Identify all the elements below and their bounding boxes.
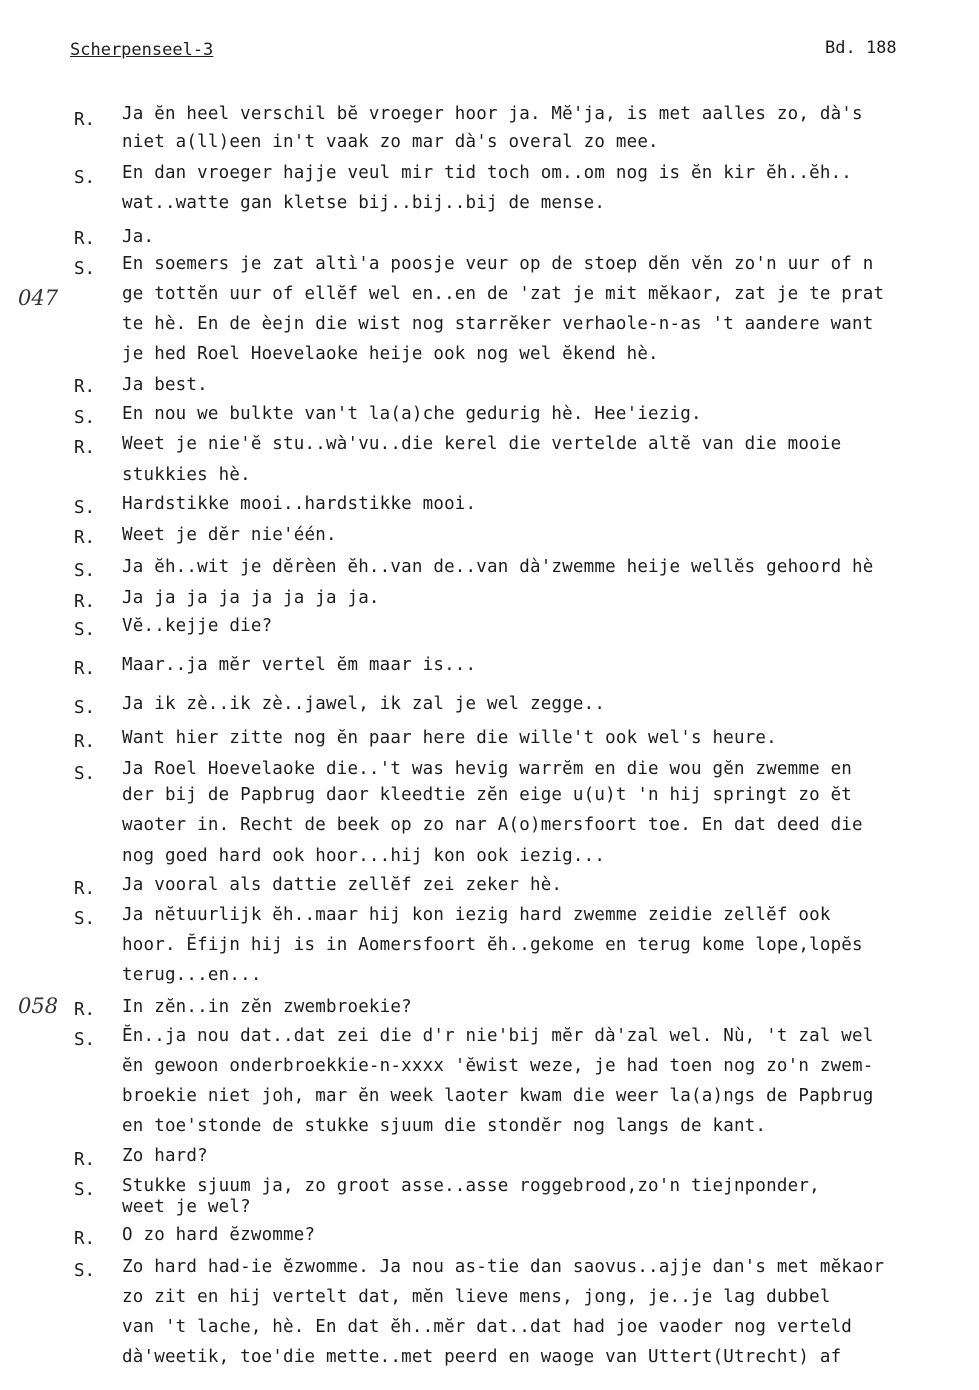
transcript-line: hoor. Ĕfijn hij is in Aomersfoort ĕh..gekome en terug kome lope,lopĕs xyxy=(122,935,863,955)
margin-note: 047 xyxy=(18,286,59,310)
margin-note: 058 xyxy=(18,994,59,1018)
speaker-label: R. xyxy=(74,1229,96,1249)
speaker-label: S. xyxy=(74,909,96,929)
speaker-label: S. xyxy=(74,698,96,718)
transcript-line: Vĕ..kejje die? xyxy=(122,616,273,636)
transcript-line: dà'weetik, toe'die mette..met peerd en waoge van Uttert(Utrecht) af xyxy=(122,1347,842,1367)
speaker-label: S. xyxy=(74,1261,96,1281)
transcript-line: zo zit en hij vertelt dat, mĕn lieve mens, jong, je..je lag dubbel xyxy=(122,1287,831,1307)
speaker-label: S. xyxy=(74,764,96,784)
speaker-label: R. xyxy=(74,438,96,458)
transcript-line: Ja vooral als dattie zellĕf zei zeker hè. xyxy=(122,875,563,895)
speaker-label: S. xyxy=(74,1030,96,1050)
speaker-label: R. xyxy=(74,377,96,397)
transcript-line: Hardstikke mooi..hardstikke mooi. xyxy=(122,494,477,514)
transcript-line: Ja. xyxy=(122,227,155,247)
transcript-line: terug...en... xyxy=(122,965,262,985)
transcript-line: waoter in. Recht de beek op zo nar A(o)mersfoort toe. En dat deed die xyxy=(122,815,863,835)
transcript-line: Ja nĕtuurlijk ĕh..maar hij kon iezig hard zwemme zeidie zellĕf ook xyxy=(122,905,831,925)
transcript-line: ge tottĕn uur of ellĕf wel en..en de 'zat je mit mĕkaor, zat je te prat xyxy=(122,284,885,304)
transcript-line: Weet je nie'ĕ stu..wà'vu..die kerel die vertelde altĕ van die mooie xyxy=(122,434,842,454)
transcript-line: En soemers je zat altì'a poosje veur op de stoep dĕn vĕn zo'n uur of n xyxy=(122,254,874,274)
transcript-line: En dan vroeger hajje veul mir tid toch om..om nog is ĕn kir ĕh..ĕh.. xyxy=(122,163,853,183)
speaker-label: R. xyxy=(74,528,96,548)
transcript-line: en toe'stonde de stukke sjuum die stondĕr nog langs de kant. xyxy=(122,1116,767,1136)
speaker-label: S. xyxy=(74,259,96,279)
transcript-line: In zĕn..in zĕn zwembroekie? xyxy=(122,997,412,1017)
speaker-label: R. xyxy=(74,879,96,899)
speaker-label: S. xyxy=(74,1180,96,1200)
transcript-line: je hed Roel Hoevelaoke heije ook nog wel ĕkend hè. xyxy=(122,344,659,364)
transcript-line: Ja best. xyxy=(122,375,208,395)
transcript-line: Ja ik zè..ik zè..jawel, ik zal je wel zegge.. xyxy=(122,694,606,714)
speaker-label: R. xyxy=(74,592,96,612)
transcript-line: broekie niet joh, mar ĕn week laoter kwam die weer la(a)ngs de Papbrug xyxy=(122,1086,874,1106)
speaker-label: S. xyxy=(74,408,96,428)
transcript-line: Want hier zitte nog ĕn paar here die wille't ook wel's heure. xyxy=(122,728,777,748)
transcript-line: wat..watte gan kletse bij..bij..bij de mense. xyxy=(122,193,606,213)
transcript-line: Maar..ja mĕr vertel ĕm maar is... xyxy=(122,655,477,675)
transcript-line: te hè. En de èejn die wist nog starrĕker verhaole-n-as 't aandere want xyxy=(122,314,874,334)
transcript-line: Ĕn..ja nou dat..dat zei die d'r nie'bij mĕr dà'zal wel. Nù, 't zal wel xyxy=(122,1026,874,1046)
speaker-label: S. xyxy=(74,168,96,188)
transcript-line: O zo hard ĕzwomme? xyxy=(122,1225,316,1245)
transcript-line: weet je wel? xyxy=(122,1197,251,1217)
speaker-label: S. xyxy=(74,498,96,518)
transcript-line: van 't lache, hè. En dat ĕh..mĕr dat..dat had joe vaoder nog verteld xyxy=(122,1317,853,1337)
transcript-line: Ja ĕh..wit je dĕrèen ĕh..van de..van dà'zwemme heije wellĕs gehoord hè xyxy=(122,557,874,577)
speaker-label: R. xyxy=(74,1150,96,1170)
transcript-line: Ja Roel Hoevelaoke die..'t was hevig warrĕm en die wou gĕn zwemme en xyxy=(122,759,853,779)
speaker-label: S. xyxy=(74,620,96,640)
speaker-label: R. xyxy=(74,229,96,249)
transcript-line: Weet je dĕr nie'één. xyxy=(122,525,337,545)
transcript-line: nog goed hard ook hoor...hij kon ook iezig... xyxy=(122,846,606,866)
document-title: Scherpenseel-3 xyxy=(70,40,214,60)
transcript-line: En nou we bulkte van't la(a)che gedurig hè. Hee'iezig. xyxy=(122,404,702,424)
transcript-line: stukkies hè. xyxy=(122,465,251,485)
transcript-line: Zo hard had-ie ĕzwomme. Ja nou as-tie dan saovus..ajje dan's met mĕkaor xyxy=(122,1257,885,1277)
transcript-line: Zo hard? xyxy=(122,1146,208,1166)
transcript-line: Ja ĕn heel verschil bĕ vroeger hoor ja. Mĕ'ja, is met aalles zo, dà's xyxy=(122,104,863,124)
speaker-label: R. xyxy=(74,1000,96,1020)
transcript-line: Ja ja ja ja ja ja ja ja. xyxy=(122,588,380,608)
speaker-label: R. xyxy=(74,659,96,679)
transcript-line: ĕn gewoon onderbroekkie-n-xxxx 'ĕwist weze, je had toen nog zo'n zwem- xyxy=(122,1056,874,1076)
page-reference: Bd. 188 xyxy=(825,38,897,58)
speaker-label: S. xyxy=(74,561,96,581)
transcript-line: niet a(ll)een in't vaak zo mar dà's overal zo mee. xyxy=(122,132,659,152)
transcript-line: der bij de Papbrug daor kleedtie zĕn eige u(u)t 'n hij springt zo ĕt xyxy=(122,785,853,805)
speaker-label: R. xyxy=(74,732,96,752)
speaker-label: R. xyxy=(74,110,96,130)
transcript-line: Stukke sjuum ja, zo groot asse..asse roggebrood,zo'n tiejnponder, xyxy=(122,1176,820,1196)
